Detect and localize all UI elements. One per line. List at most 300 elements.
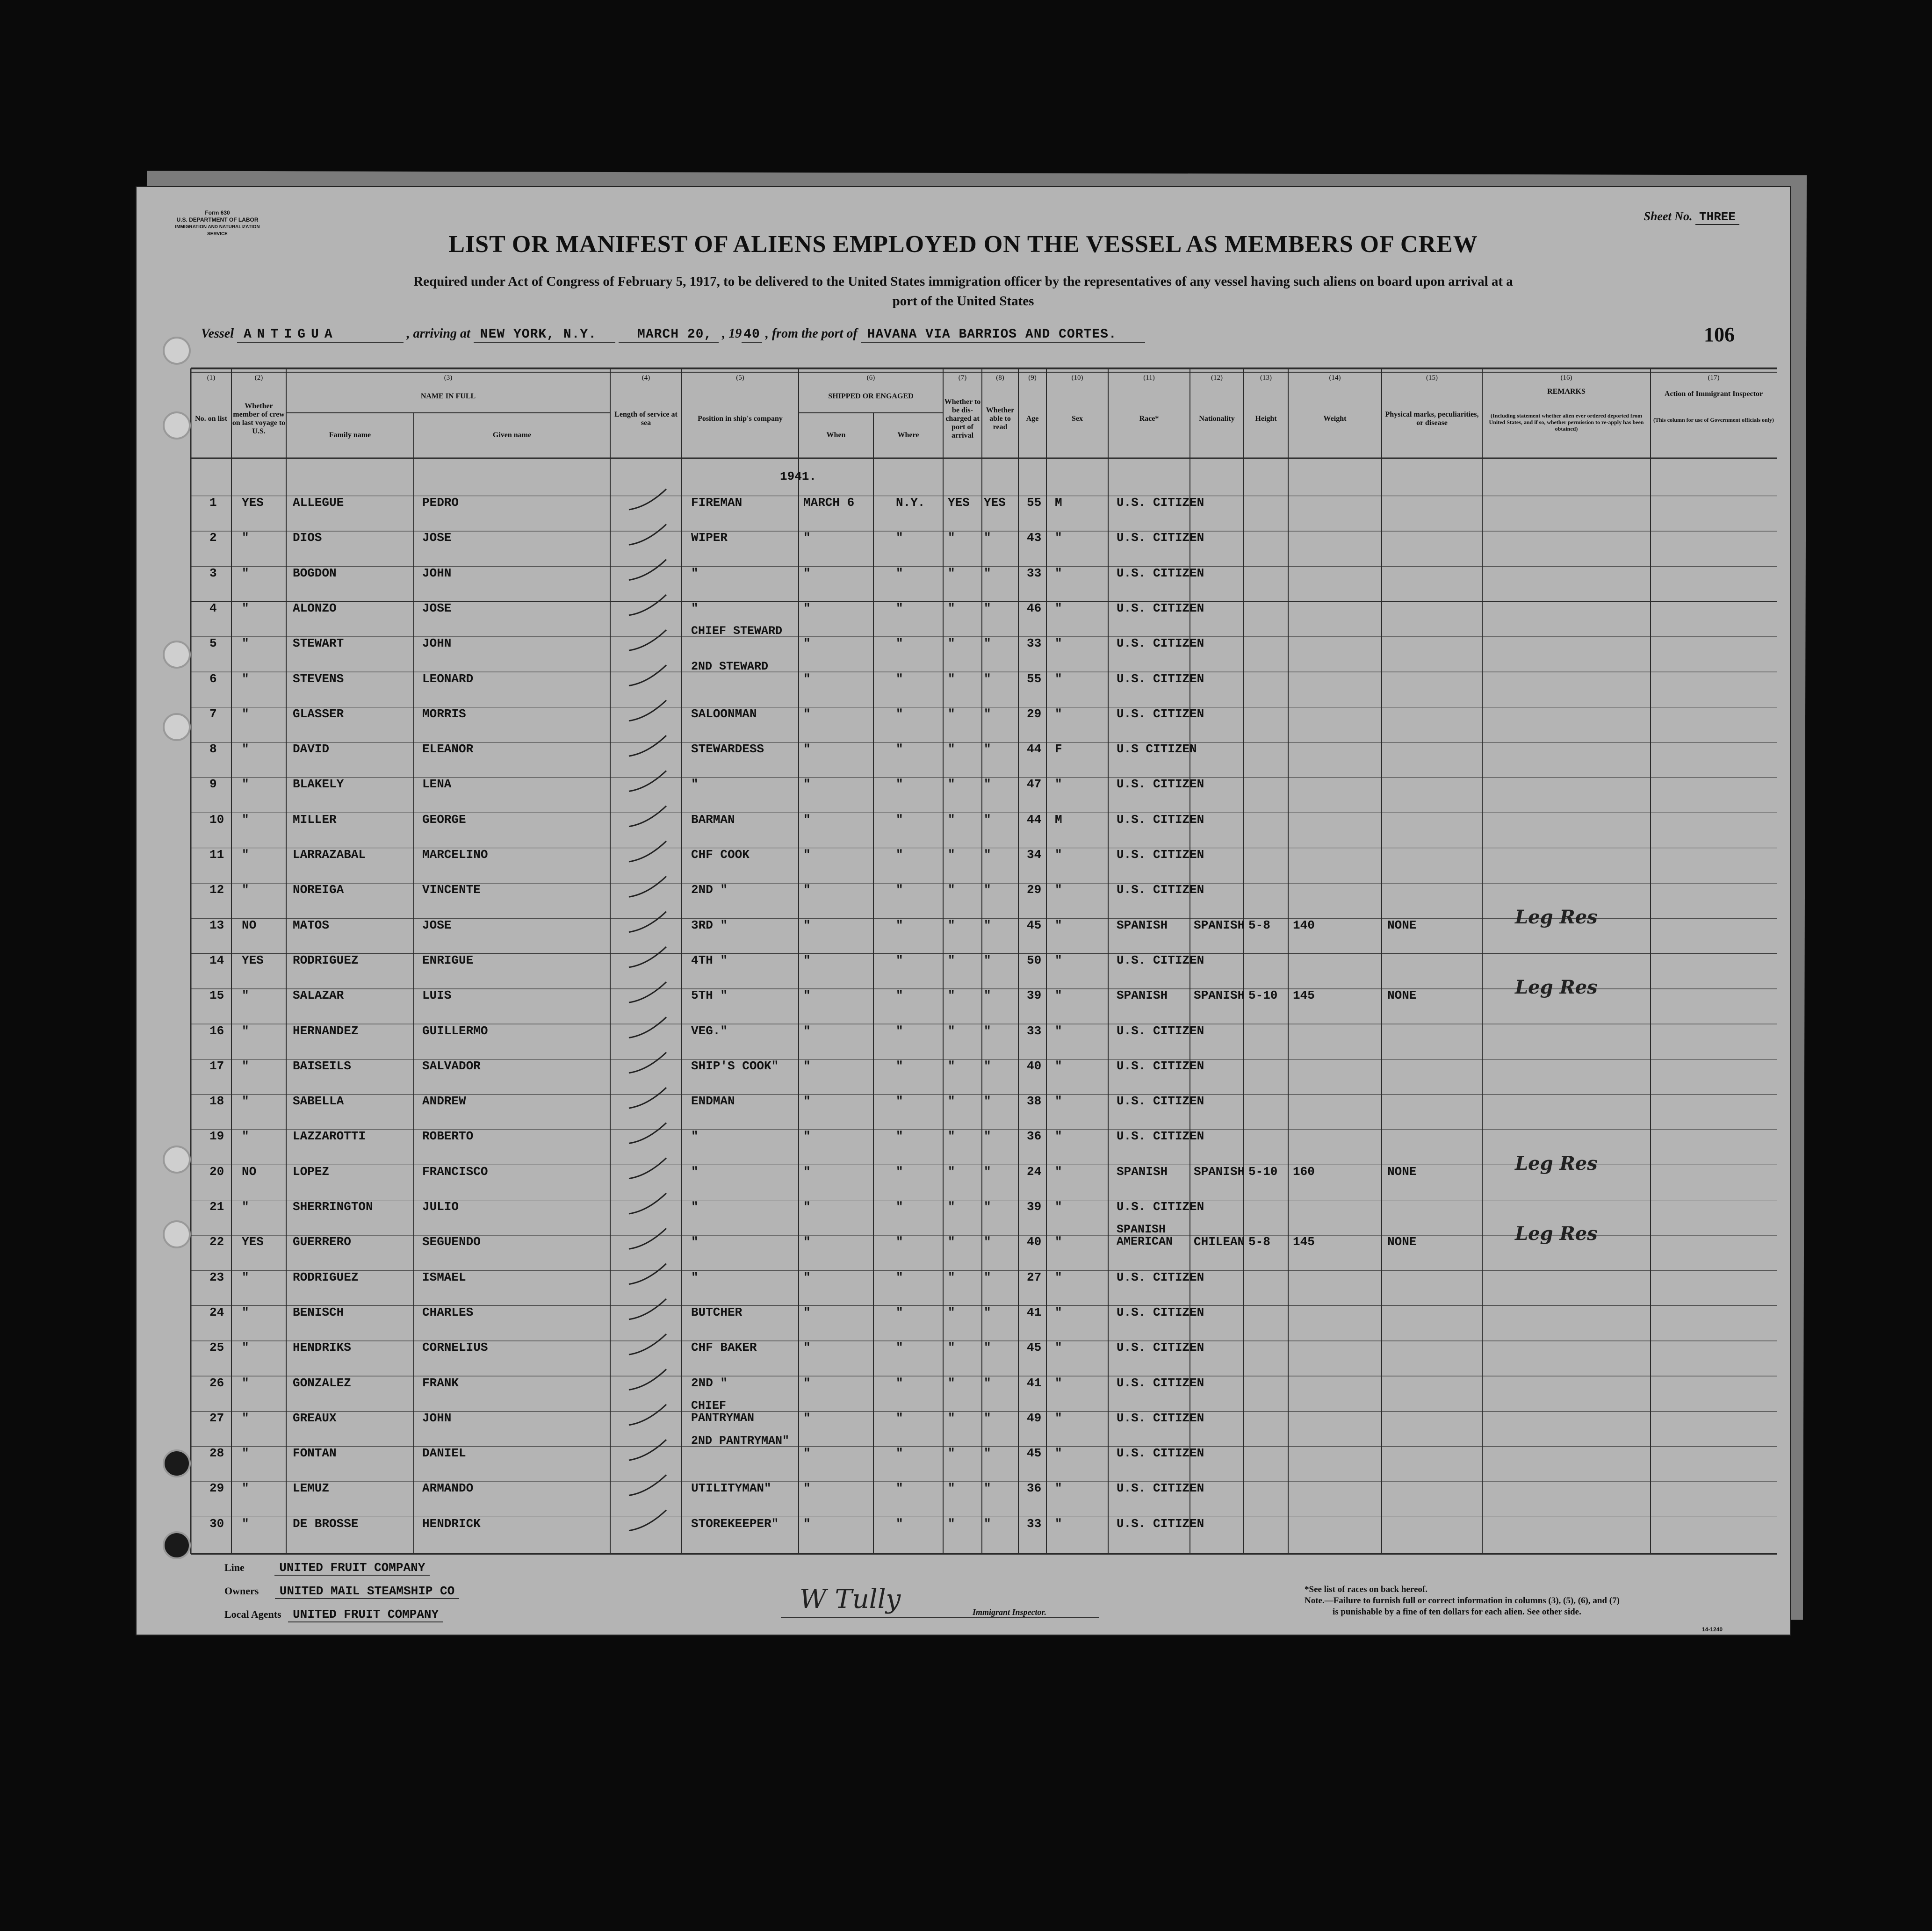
given-name: FRANCISCO [422,1164,488,1179]
shipped-when: " [803,636,811,651]
nationality-value: CHILEAN [1194,1235,1245,1249]
height-value: 5-10 [1248,1164,1278,1179]
race-value: U.S. CITIZEN [1117,1376,1204,1390]
race-value: U.S. CITIZEN [1117,531,1204,545]
family-name: GUERRERO [293,1235,351,1249]
service-tick-mark [629,1440,666,1460]
sex-value: " [1055,636,1062,651]
column-number: (3) [444,374,453,382]
position: " [691,601,699,615]
read-value: " [984,1516,991,1531]
row-number: 30 [209,1516,224,1531]
family-name: RODRIGUEZ [293,1270,359,1284]
last-voyage-value: " [242,671,249,686]
shipped-where: " [896,1059,903,1073]
shipped-where: " [896,566,903,580]
race-value: SPANISH [1117,988,1168,1003]
family-name: HENDRIKS [293,1340,351,1355]
read-value: " [984,1340,991,1355]
race-value: U.S. CITIZEN [1117,1200,1204,1214]
shipped-when: " [803,706,811,721]
discharge-value: " [948,706,955,721]
race-value: U.S. CITIZEN [1117,601,1204,615]
column-header-when: When [826,431,846,439]
position: WIPER [691,531,728,545]
shipped-when: " [803,1059,811,1073]
race-value: U.S. CITIZEN [1117,1481,1204,1496]
race-value: U.S. CITIZEN [1117,1094,1204,1109]
last-voyage-value: " [242,1200,249,1214]
race-value: U.S. CITIZEN [1117,1516,1204,1531]
read-value: " [984,566,991,580]
race-value: SPANISH [1117,918,1168,932]
subtitle-line-1: Required under Act of Congress of February 5, 1917, to be delivered to the United States immigration officer by the representatives of any vessel having such aliens on board upon arrival at a [413,274,1513,289]
discharge-value: " [948,742,955,757]
read-value: " [984,953,991,967]
last-voyage-value: " [242,1376,249,1390]
discharge-value: " [948,848,955,862]
shipped-when: " [803,671,811,686]
family-name: LAZZAROTTI [293,1129,366,1144]
service-tick-mark [629,630,666,650]
shipped-where: " [896,671,903,686]
position: 3RD " [691,918,728,932]
given-name: ENRIGUE [422,953,474,967]
shipped-when: " [803,1481,811,1496]
physical-marks-value: NONE [1387,1164,1417,1179]
shipped-where: " [896,1200,903,1214]
last-voyage-value: " [242,812,249,827]
last-voyage-value: " [242,742,249,757]
given-name: ARMANDO [422,1481,474,1496]
column-number: (10) [1071,374,1083,382]
punch-hole [163,1449,191,1477]
position: SALOONMAN [691,706,757,721]
shipped-where: " [896,1411,903,1425]
sex-value: " [1055,918,1062,932]
column-number: (5) [736,374,744,382]
read-value: " [984,777,991,792]
shipped-where: " [896,777,903,792]
shipped-when: " [803,1200,811,1214]
age-value: 55 [1027,496,1042,510]
shipped-where: " [896,1481,903,1496]
read-value: " [984,531,991,545]
read-value: " [984,812,991,827]
discharge-value: " [948,812,955,827]
remarks-value: Leg Res [1515,1152,1598,1174]
sex-value: " [1055,1059,1062,1073]
column-number: (14) [1329,374,1341,382]
service-tick-mark [629,982,666,1002]
arriving-label: , arriving at [406,326,470,341]
position: BARMAN [691,812,735,827]
family-name: BAISEILS [293,1059,351,1073]
discharge-value: " [948,1340,955,1355]
age-value: 36 [1027,1481,1042,1496]
family-name: SHERRINGTON [293,1200,373,1214]
shipped-when: " [803,1376,811,1390]
row-number: 15 [209,988,224,1003]
position: " [691,777,699,792]
age-value: 43 [1027,531,1042,545]
shipped-when: " [803,531,811,545]
footer-owners [224,1584,459,1598]
column-number: (2) [254,374,263,382]
discharge-value: " [948,883,955,897]
year-note: 1941. [780,469,817,483]
position: BUTCHER [691,1305,743,1319]
given-name: PEDRO [422,496,459,510]
sex-value: F [1055,742,1062,757]
age-value: 55 [1027,671,1042,686]
family-name: GLASSER [293,706,344,721]
column-header-physical-marks: Physical marks, peculiarities, or disease [1385,411,1479,427]
column-header-remarks: REMARKS [1547,388,1586,396]
age-value: 33 [1027,1516,1042,1531]
given-name: MARCELINO [422,848,488,862]
sex-value: " [1055,1516,1062,1531]
given-name: JOSE [422,531,452,545]
position: 2ND PANTRYMAN" [691,1434,790,1448]
shipped-when: " [803,1516,811,1531]
read-value: " [984,1094,991,1109]
row-number: 5 [209,636,217,651]
column-number: (6) [866,374,875,382]
punch-hole [163,337,191,365]
column-header-read: Whether able to read [986,406,1015,431]
shipped-where: " [896,1270,903,1284]
row-number: 7 [209,706,217,721]
column-header-nationality: Nationality [1199,415,1235,423]
given-name: SEGUENDO [422,1235,481,1249]
given-name: HENDRICK [422,1516,481,1531]
discharge-value: " [948,1164,955,1179]
last-voyage-value: YES [242,496,264,510]
discharge-value: " [948,1094,955,1109]
given-name: JOSE [422,918,452,932]
read-value: " [984,1305,991,1319]
last-voyage-value: YES [242,1235,264,1249]
shipped-where: " [896,918,903,932]
physical-marks-value: NONE [1387,988,1417,1003]
age-value: 45 [1027,1446,1042,1461]
service-tick-mark [629,1228,666,1249]
shipped-when: " [803,742,811,757]
service-tick-mark [629,1475,666,1495]
year-prefix: , 19 [722,326,742,341]
height-value: 5-8 [1248,918,1270,932]
sex-value: " [1055,601,1062,615]
last-voyage-value: " [242,1270,249,1284]
owners-label: Owners [224,1585,259,1597]
service-tick-mark [629,560,666,580]
service-tick-mark [629,947,666,967]
last-voyage-value: " [242,1094,249,1109]
given-name: LUIS [422,988,452,1003]
shipped-where: " [896,742,903,757]
family-name: SALAZAR [293,988,344,1003]
service-tick-mark [629,841,666,862]
footer-line [224,1561,430,1575]
shipped-when: " [803,777,811,792]
discharge-value: " [948,601,955,615]
sex-value: " [1055,1023,1062,1038]
punch-hole [163,713,191,741]
position: CHF COOK [691,848,750,862]
shipped-when: " [803,1164,811,1179]
race-value: U.S. CITIZEN [1117,636,1204,651]
shipped-when: MARCH 6 [803,496,855,510]
service-tick-mark [629,1193,666,1214]
page-title: LIST OR MANIFEST OF ALIENS EMPLOYED ON THE VESSEL AS MEMBERS OF CREW [448,231,1478,258]
age-value: 46 [1027,601,1042,615]
last-voyage-value: " [242,1305,249,1319]
weight-value: 160 [1293,1164,1315,1179]
position: 5TH " [691,988,728,1003]
given-name: LEONARD [422,671,474,686]
shipped-when: " [803,1411,811,1425]
race-value: U.S. CITIZEN [1117,812,1204,827]
shipped-where: " [896,1235,903,1249]
position: SHIP'S COOK" [691,1059,779,1073]
family-name: DIOS [293,531,322,545]
sex-value: " [1055,1376,1062,1390]
race-value: U.S. CITIZEN [1117,1270,1204,1284]
shipped-where: " [896,1094,903,1109]
penalty-note: Note.—Failure to furnish full or correct information in columns (3), (5), (6), and (7) [1305,1596,1620,1606]
column-header-sex: Sex [1072,415,1083,423]
last-voyage-value: " [242,1340,249,1355]
last-voyage-value: " [242,1129,249,1144]
punch-hole [163,411,191,440]
service-tick-mark [629,700,666,721]
family-name: STEVENS [293,671,344,686]
inspector-label: Immigrant Inspector. [973,1607,1047,1617]
age-value: 27 [1027,1270,1042,1284]
race-value: U.S. CITIZEN [1117,566,1204,580]
service-tick-mark [629,1123,666,1143]
given-name: CORNELIUS [422,1340,488,1355]
row-number: 28 [209,1446,224,1461]
last-voyage-value: NO [242,918,257,932]
read-value: " [984,1059,991,1073]
given-name: JOHN [422,566,452,580]
family-name: MILLER [293,812,337,827]
nationality-value: SPANISH [1194,918,1245,932]
service-tick-mark [629,735,666,756]
last-voyage-value: " [242,848,249,862]
read-value: " [984,1129,991,1144]
age-value: 39 [1027,1200,1042,1214]
shipped-where: " [896,812,903,827]
row-number: 19 [209,1129,224,1144]
family-name: GONZALEZ [293,1376,351,1390]
shipped-when: " [803,988,811,1003]
race-value: U.S. CITIZEN [1117,1023,1204,1038]
row-number: 12 [209,883,224,897]
read-value: " [984,848,991,862]
shipped-where: " [896,706,903,721]
form-number: Form 630 [205,209,230,216]
family-name: MATOS [293,918,330,932]
discharge-value: " [948,566,955,580]
sex-value: " [1055,1200,1062,1214]
position: " [691,1235,699,1249]
sex-value: " [1055,883,1062,897]
given-name: GEORGE [422,812,466,827]
family-name: LOPEZ [293,1164,330,1179]
column-header-where: Where [897,431,919,439]
discharge-value: " [948,988,955,1003]
given-name: DANIEL [422,1446,466,1461]
column-number: (7) [958,374,967,382]
given-name: SALVADOR [422,1059,481,1073]
page-number: 106 [1704,323,1735,346]
column-header-age: Age [1026,415,1039,423]
form-code: 14-1240 [1702,1626,1723,1633]
age-value: 40 [1027,1059,1042,1073]
race-value: U.S CITIZEN [1117,742,1197,757]
row-number: 24 [209,1305,224,1319]
discharge-value: " [948,1235,955,1249]
race-value: U.S. CITIZEN [1117,671,1204,686]
shipped-when: " [803,1094,811,1109]
discharge-value: " [948,1200,955,1214]
race-value: U.S. CITIZEN [1117,848,1204,862]
row-number: 8 [209,742,217,757]
sex-value: " [1055,777,1062,792]
column-header-action-note: (This column for use of Government officials only) [1653,417,1774,423]
discharge-value: " [948,1516,955,1531]
shipped-when: " [803,1235,811,1249]
shipped-when: " [803,601,811,615]
weight-value: 140 [1293,918,1315,932]
service-tick-mark [629,1510,666,1531]
arrival-port: NEW YORK, N.Y. [474,327,615,343]
shipped-where: " [896,953,903,967]
age-value: 33 [1027,566,1042,580]
shipped-when: " [803,1340,811,1355]
family-name: DAVID [293,742,330,757]
subtitle-line-2: port of the United States [892,294,1034,309]
shipped-when: " [803,1446,811,1461]
family-name: LEMUZ [293,1481,330,1496]
shipped-where: " [896,1305,903,1319]
given-name: CHARLES [422,1305,474,1319]
age-value: 41 [1027,1305,1042,1319]
last-voyage-value: " [242,1481,249,1496]
shipped-where: " [896,988,903,1003]
shipped-where: " [896,848,903,862]
row-number: 11 [209,848,224,862]
position: CHIEF STEWARD [691,624,783,638]
row-number: 20 [209,1164,224,1179]
remarks-value: Leg Res [1515,976,1598,999]
last-voyage-value: " [242,1411,249,1425]
service-tick-mark [629,595,666,615]
read-value: " [984,988,991,1003]
penalty-note-cont: is punishable by a fine of ten dollars for each alien. See other side. [1333,1607,1581,1617]
shipped-where: " [896,1023,903,1038]
discharge-value: " [948,1270,955,1284]
service-tick-mark [629,1369,666,1390]
agents-label: Local Agents [224,1608,281,1620]
position: STOREKEEPER" [691,1516,779,1531]
race-value: U.S. CITIZEN [1117,706,1204,721]
shipped-where: " [896,1164,903,1179]
race-value: U.S. CITIZEN [1117,1340,1204,1355]
read-value: " [984,1023,991,1038]
weight-value: 145 [1293,1235,1315,1249]
last-voyage-value: " [242,601,249,615]
sex-value: " [1055,671,1062,686]
read-value: " [984,1164,991,1179]
row-number: 27 [209,1411,224,1425]
race-value: U.S. CITIZEN [1117,1129,1204,1144]
read-value: " [984,706,991,721]
position: 2ND STEWARD [691,659,769,673]
footer-notes [1305,1584,1620,1618]
age-value: 50 [1027,953,1042,967]
family-name: BENISCH [293,1305,344,1319]
service-tick-mark [629,771,666,791]
read-value: " [984,1376,991,1390]
given-name: JULIO [422,1200,459,1214]
sheet-number-label: Sheet No. [1644,209,1693,223]
family-name: GREAUX [293,1411,337,1425]
height-value: 5-8 [1248,1235,1270,1249]
race-value: U.S. CITIZEN [1117,1059,1204,1073]
race-value: U.S. CITIZEN [1117,1305,1204,1319]
read-value: " [984,636,991,651]
sex-value: " [1055,1164,1062,1179]
column-header-height: Height [1255,415,1277,423]
column-number: (1) [207,374,216,382]
column-number: (9) [1028,374,1037,382]
shipped-where: " [896,1516,903,1531]
column-header-position: Position in ship's company [698,415,783,423]
service-tick-mark [629,1334,666,1355]
service-tick-mark [629,1158,666,1179]
last-voyage-value: " [242,777,249,792]
position: CHF BAKER [691,1340,757,1355]
discharge-value: " [948,1129,955,1144]
row-number: 23 [209,1270,224,1284]
service-tick-mark [629,489,666,510]
age-value: 40 [1027,1235,1042,1249]
position: UTILITYMAN" [691,1481,771,1496]
column-number: (15) [1426,374,1438,382]
column-header-length-service: Length of service at sea [614,411,678,427]
vessel-name: ANTIGUA [237,327,404,343]
given-name: LENA [422,777,452,792]
service-tick-mark [629,1017,666,1038]
column-header-last-voyage: Whether member of crew on last voyage to U.S. [232,402,286,435]
signature-line [781,1617,1099,1618]
age-value: 44 [1027,812,1042,827]
row-number: 13 [209,918,224,932]
punch-hole [163,1531,191,1559]
family-name: ALLEGUE [293,496,344,510]
sheet-number-value: THREE [1695,210,1739,225]
service-tick-mark [629,1088,666,1108]
sex-value: " [1055,1305,1062,1319]
age-value: 33 [1027,1023,1042,1038]
age-value: 34 [1027,848,1042,862]
shipped-when: " [803,812,811,827]
service-name: IMMIGRATION AND NATURALIZATION SERVICE [175,224,260,237]
